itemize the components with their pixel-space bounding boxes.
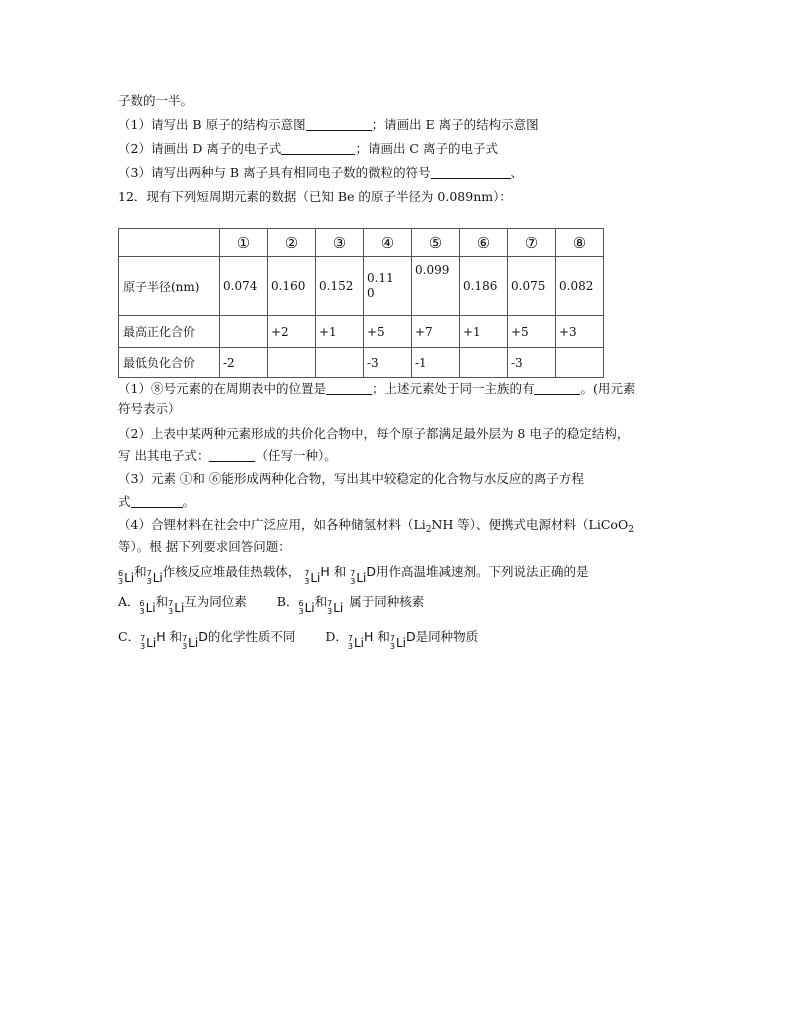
question-q4-line: （4）合锂材料在社会中广泛应用，如各种储氢材料（$Li_2NH$ 等）、便携式电源材料（LiCoO$_2$ (118, 517, 634, 535)
table-cell: -3 (508, 348, 556, 378)
table-cell: 0.160 (268, 257, 316, 316)
row-label: 最低负化合价 (119, 348, 220, 378)
table-cell: 0.074 (220, 257, 268, 316)
table-row (119, 257, 604, 316)
answer-blank[interactable] (431, 166, 511, 179)
nuclide-li7: 7 3 Li (347, 634, 364, 651)
split-value-bottom: 0 (367, 286, 375, 300)
nuclide-li6: 6 3 Li (139, 599, 156, 616)
table-cell: -1 (412, 348, 460, 378)
table-cell (364, 257, 412, 316)
problem-12-heading: 12．现有下列短周期元素的数据（已知 Be 的原子半径为 0.089nm）： (118, 189, 512, 204)
table-cell: 0.099 (412, 257, 460, 316)
answer-blank[interactable] (326, 382, 372, 395)
header-cell: ⑦ (508, 229, 556, 257)
table-cell (556, 348, 604, 378)
text-line: 6 3 Li 和 7 3 Li 作核反应堆最佳热载体， 7 3 Li H 和 7 3 Li D用作高温堆减速剂。下列说法正确的是 (118, 564, 589, 586)
question-1-line: （1）请写出 B 原子的结构示意图 ；请画出 E 离子的结构示意图 (118, 117, 539, 132)
table-cell: +2 (268, 316, 316, 348)
text-line: 符号表示） (118, 401, 181, 416)
table-row (119, 348, 604, 378)
text-line: 写 出其电子式： （任写一种）。 (118, 448, 337, 463)
table-cell: 0.152 (316, 257, 364, 316)
text-line: 式 。 (118, 494, 196, 509)
split-value-top: 0.11 (367, 271, 394, 285)
table-cell: +5 (364, 316, 412, 348)
table-row (119, 316, 604, 348)
header-cell: ④ (364, 229, 412, 257)
answer-blank[interactable] (306, 118, 372, 131)
option-b[interactable]: B． 6 3 Li 和 7 3 Li 属于同种核素 (276, 594, 425, 616)
nuclide-li7: 7 3 Li (182, 634, 199, 651)
nuclide-li6: 6 3 Li (298, 599, 315, 616)
table-cell: +1 (316, 316, 364, 348)
element-data-table (118, 228, 604, 378)
header-cell: ① (220, 229, 268, 257)
question-q2-line: （2）上表中某两种元素形成的共价化合物中，每个原子都满足最外层为 8 电子的稳定结构， (118, 426, 630, 441)
nuclide-li7: 7 3 Li (389, 634, 406, 651)
nuclide-li7: 7 3 Li (140, 634, 157, 651)
question-q3-line: （3）元素 ①和 ⑥能形成两种化合物，写出其中较稳定的化合物与水反应的离子方程 (118, 471, 584, 486)
table-cell: -3 (364, 348, 412, 378)
option-a[interactable]: A． 6 3 Li 和 7 3 Li 互为同位素 (118, 594, 247, 616)
table-cell: +5 (508, 316, 556, 348)
table-cell: -2 (220, 348, 268, 378)
table-cell: +1 (460, 316, 508, 348)
header-cell: ⑧ (556, 229, 604, 257)
nuclide-li7: 7 3 Li (304, 569, 321, 586)
table-cell: +7 (412, 316, 460, 348)
table-cell (460, 348, 508, 378)
question-2-line: （2）请画出 D 离子的电子式 ；请画出 C 离子的电子式 (118, 141, 498, 156)
option-row-cd (118, 628, 478, 652)
nuclide-li6: 6 3 Li (118, 569, 135, 586)
header-cell: ⑤ (412, 229, 460, 257)
text-line: 子数的一半。 (118, 93, 194, 108)
table-cell: 0.082 (556, 257, 604, 316)
question-3-line: （3）请写出两种与 B 离子具有相同电子数的微粒的符号 、 (118, 165, 524, 180)
answer-blank[interactable] (281, 142, 355, 155)
row-label: 原子半径(nm) (119, 257, 220, 316)
table-cell: 0.075 (508, 257, 556, 316)
nuclide-li7: 7 3 Li (350, 569, 367, 586)
header-cell: ⑥ (460, 229, 508, 257)
table-cell (220, 316, 268, 348)
answer-blank[interactable] (209, 449, 255, 462)
nuclide-li7: 7 3 Li (146, 569, 163, 586)
table-cell (268, 348, 316, 378)
nuclide-li7: 7 3 Li (168, 599, 185, 616)
option-c[interactable]: C． 7 3 Li H 和 7 3 Li D的化学性质不同 (118, 629, 296, 651)
table-cell: +3 (556, 316, 604, 348)
table-cell (316, 348, 364, 378)
header-cell: ③ (316, 229, 364, 257)
table-cell: 0.186 (460, 257, 508, 316)
table-header-row (119, 229, 604, 257)
option-row-ab (118, 593, 424, 617)
question-q1-line: （1）⑧号元素的在周期表中的位置是 ；上述元素处于同一主族的有 。(用元素 (118, 381, 636, 396)
nuclide-li7: 7 3 Li (327, 599, 344, 616)
header-cell: ② (268, 229, 316, 257)
answer-blank[interactable] (131, 495, 183, 508)
option-d[interactable]: D． 7 3 Li H 和 7 3 Li D是同种物质 (325, 629, 479, 651)
answer-blank[interactable] (534, 382, 580, 395)
row-label: 最高正化合价 (119, 316, 220, 348)
table-corner-cell (119, 229, 220, 257)
text-line: 等）。根 据下列要求回答问题： (118, 539, 291, 554)
